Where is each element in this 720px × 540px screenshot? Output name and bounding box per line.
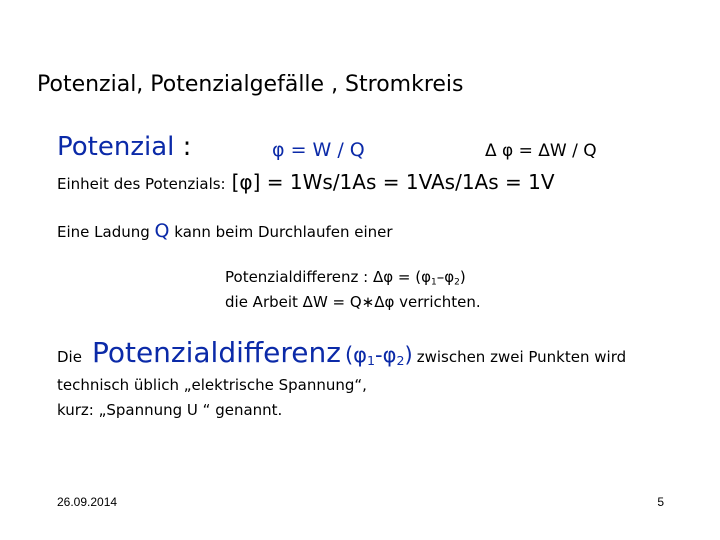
pd-sub1: 1 <box>431 277 437 288</box>
definition-line <box>57 336 626 369</box>
potential-difference-heading: Potenzialdifferenz <box>91 336 341 369</box>
charge-text-1: Eine Ladung <box>57 223 155 241</box>
definition-rest: zwischen zwei Punkten wird <box>416 348 627 366</box>
potential-colon: : <box>174 132 192 162</box>
technical-term-line: technisch üblich „elektrische Spannung“, <box>57 376 367 394</box>
potential-difference-formula <box>345 343 413 367</box>
pd-close: ) <box>459 268 466 286</box>
pd-big-sub2: 2 <box>396 353 405 369</box>
unit-value: [φ] = 1Ws/1As = 1VAs/1As = 1V <box>231 170 555 194</box>
charge-symbol: Q <box>154 220 170 242</box>
footer-date: 26.09.2014 <box>57 495 118 509</box>
work-line: die Arbeit ΔW = Q∗Δφ verrichten. <box>225 293 481 311</box>
potential-heading: Potenzial <box>57 132 175 162</box>
pd-sub2: 2 <box>454 277 460 288</box>
pd-big-minus: -φ <box>375 343 397 367</box>
delta-phi-definition: Δ φ = ΔW / Q <box>485 141 597 161</box>
potential-difference-line <box>225 268 466 286</box>
short-term-line: kurz: „Spannung U “ genannt. <box>57 401 283 419</box>
pd-minus: –φ <box>436 268 455 286</box>
phi-definition: φ = W / Q <box>272 139 365 161</box>
pd-big-sub1: 1 <box>367 353 376 369</box>
unit-label: Einheit des Potenzials: <box>57 175 226 193</box>
charge-line <box>57 220 393 242</box>
potential-heading-line <box>57 132 191 162</box>
pd-big-open: (φ <box>344 343 368 367</box>
pd-big-close: ) <box>404 343 413 367</box>
die-word: Die <box>57 348 82 366</box>
page-number: 5 <box>657 495 664 509</box>
charge-text-2: kann beim Durchlaufen einer <box>169 223 393 241</box>
pd-text: Potenzialdifferenz : Δφ = (φ <box>225 268 432 286</box>
unit-line <box>57 170 555 194</box>
slide-title: Potenzial, Potenzialgefälle , Stromkreis <box>37 72 464 97</box>
